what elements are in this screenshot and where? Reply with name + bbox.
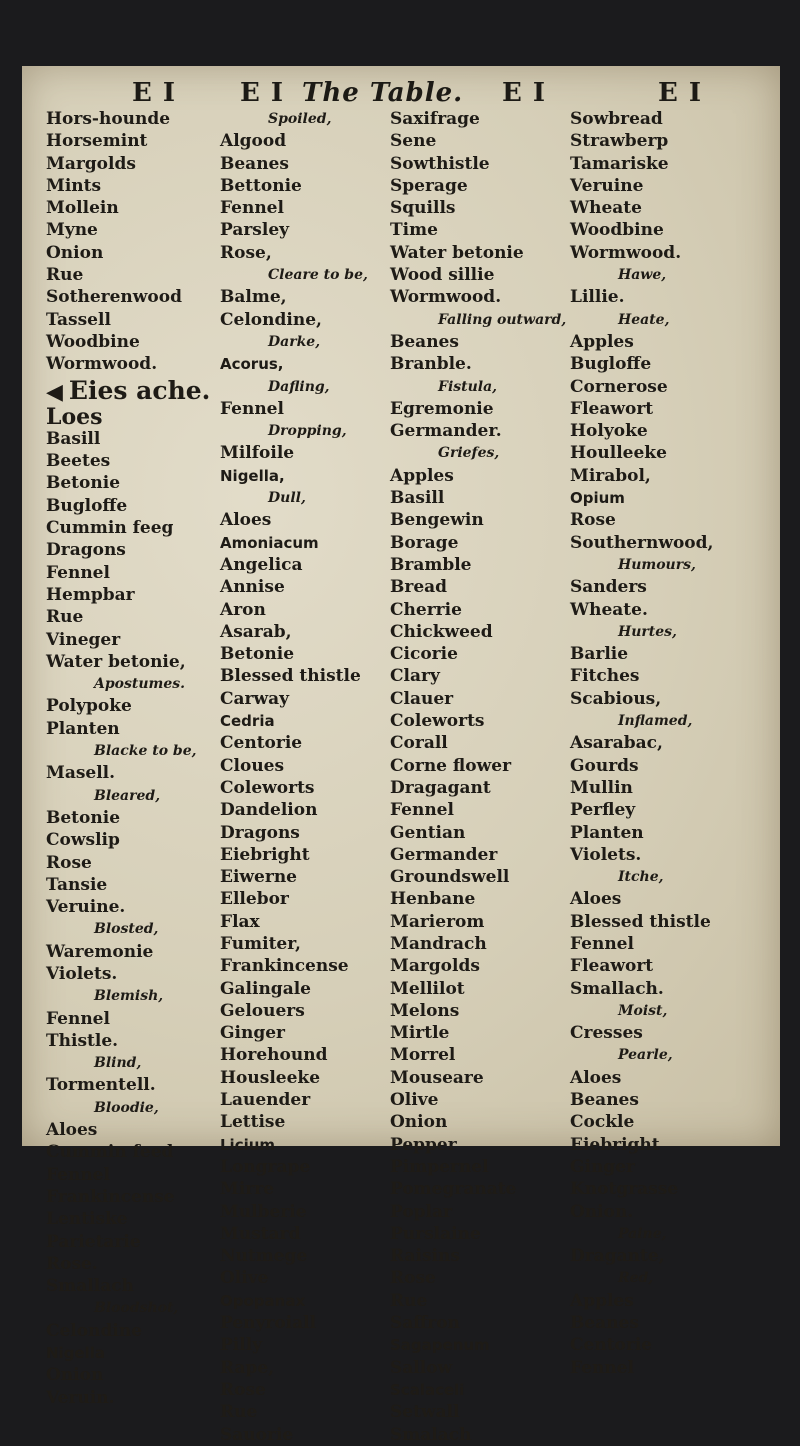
herb-entry: Pepper [390,1134,457,1155]
herb-entry: Tansie [46,874,108,895]
herb-entry: Cowslip [46,830,120,851]
herb-entry: Wormwood. [570,242,682,263]
herb-entry: Saxifrage [390,109,480,129]
herb-entry: Celondine [46,1320,143,1341]
section-heading: Spoiled, [268,111,332,127]
header-part: E I [240,78,285,108]
herb-entry: Henbane [390,889,476,910]
herb-entry: Fennel [390,800,454,821]
herb-entry: Clary [390,666,440,687]
herb-entry [46,376,232,406]
herb-entry: Time [390,220,438,241]
section-heading: Pearle, [618,1047,673,1064]
herb-entry: Veruin. [46,1387,115,1408]
herb-entry: Fennel [220,198,284,219]
herb-entry: Beanes [570,1090,639,1111]
herb-entry: Sowbread [570,109,663,129]
herb-entry: Fennel [570,933,634,954]
herb-entry: Aloes [46,1120,98,1141]
herb-entry: Parietarie [46,1231,141,1252]
herb-entry: Holyoke [570,421,648,442]
section-heading: Itche, [618,869,664,886]
column-2 [220,108,406,1446]
herb-entry: Angelica [220,554,303,575]
herb-entry: Mandrach [390,933,487,954]
herb-entry: Wormwood. [46,354,158,375]
herb-entry: Opium [570,489,625,508]
herb-entry: Rape, [220,1357,275,1378]
herb-entry: Mollein [46,198,119,219]
herb-entry: Veruine. [46,897,126,918]
herb-entry: Masell. [46,763,116,784]
herb-entry: Horehound [220,1045,328,1066]
section-heading: Blacke to be, [94,743,197,760]
herb-entry: Clauer [390,688,454,709]
herb-entry: Cicorie [390,644,458,665]
herb-entry: Bengewin [390,510,484,531]
herb-entry: Rose. [46,1253,98,1274]
herb-entry: Dandelion [220,800,318,821]
column-4 [570,108,756,1379]
herb-entry: Aron [220,599,266,620]
herb-entry: Southernwood, [570,532,714,553]
herb-entry: Water betonie [390,242,524,263]
herb-entry: Onion [46,1365,104,1386]
herb-entry: Fitches [570,666,640,687]
herb-entry: Nigella, [220,466,285,485]
herb-entry: Gentian [390,822,466,843]
herb-entry: Fleawort [570,398,654,419]
section-heading: Griefes, [438,445,500,462]
herb-entry: Beetes [46,451,111,472]
herb-entry: Smallach [46,1276,134,1297]
herb-entry: Violets. [46,963,118,984]
herb-entry: Horsemint [46,131,148,152]
herb-entry: Purslaine [390,1223,481,1244]
herb-entry: Beanes [390,331,459,352]
herb-entry: Bread [390,577,448,598]
herb-entry: Houlleeke [570,443,667,464]
section-heading: Hawe, [618,267,667,284]
herb-entry: Galingale [220,978,311,999]
herb-entry: Squills [390,198,456,219]
herb-entry: Eiwerne [220,867,297,888]
herb-entry: Centorie [570,1335,653,1356]
herb-entry: Lauender [220,1090,311,1111]
herb-entry: Setwall [390,1402,460,1423]
entry-text: Eies ache. [68,375,211,405]
herb-entry: Thistle. [46,1030,119,1051]
herb-entry: Tassell [46,309,111,330]
herb-entry: Waremonie [46,941,154,962]
herb-entry: Blessed thistle [220,666,361,687]
herb-entry: Gourds [570,755,639,776]
herb-entry: Melons [390,1000,460,1021]
herb-entry: Balme, [220,287,287,308]
herb-entry: Onion. [570,1201,634,1222]
herb-entry: Fennel [46,562,110,583]
section-heading: Paine, [618,1225,667,1242]
herb-entry: Eiebright [220,844,310,865]
herb-entry: Sallow [390,1357,453,1378]
section-heading: Falling outward, [438,311,567,328]
pilcrow-icon: ◀ [46,378,63,405]
herb-entry: Tormentell. [46,1075,156,1096]
herb-entry: Borage [390,532,459,553]
herb-entry: Lentiske [46,1209,128,1230]
herb-entry: Mouseare [390,1067,484,1088]
header-part: E I [132,78,177,108]
herb-entry: Sperage [390,175,468,196]
herb-entry: Penyroiall [220,1313,317,1334]
herb-entry: Pimpernel [390,1156,489,1177]
herb-entry: Loes [46,403,103,430]
herb-entry: Mulberie [220,1201,307,1222]
herb-entry: Bugloffe [46,495,128,516]
section-heading: Dull, [268,490,306,507]
herb-entry: Planten [46,718,120,739]
section-heading: Hurtes, [618,623,677,640]
herb-entry: Basill [46,428,101,449]
herb-entry: Ellebor [220,889,289,910]
herb-entry: Sene [390,131,437,152]
herb-entry: Lettise [220,1112,286,1133]
herb-entry: Fennel [570,1357,634,1378]
section-heading: Humours, [618,556,696,573]
herb-entry: Germander. [390,421,502,442]
herb-entry: Mirtle [390,1023,450,1044]
herb-entry: Chickweed [390,621,493,642]
herb-entry: Lillie. [570,287,625,308]
herb-entry: Coleworts [390,711,485,732]
herb-entry: Bettonie [220,175,302,196]
herb-entry: Licium [220,1135,276,1154]
herb-entry: Centorie [220,733,303,754]
herb-entry: Olive [220,1268,269,1289]
herb-entry: Beanes [220,153,289,174]
herb-entry: Betonie [220,644,295,665]
herb-entry: Opopanax [220,1291,306,1310]
section-heading: Moist, [618,1002,668,1019]
herb-entry: Woodbine [570,220,664,241]
herb-entry: Margolds [390,956,480,977]
herb-entry: Bramble [390,554,472,575]
herb-entry: Frankincense [220,956,349,977]
header-part: E I [658,78,703,108]
header-part: E I [502,78,547,108]
herb-entry: Pilly [220,1335,263,1356]
herb-entry: Cloues [220,755,285,776]
section-heading: Blosted, [94,921,159,938]
herb-entry: Onion [390,1112,448,1133]
herb-entry: Woodbine [46,331,140,352]
herb-entry: Rue [46,607,84,628]
herb-entry: Cornerose [570,376,668,397]
herb-entry: Marierom [390,911,485,932]
herb-entry: Aloes [570,1067,622,1088]
herb-entry: Wormwood. [390,287,502,308]
herb-entry: Mirre [220,1179,275,1200]
herb-entry: Sotherenwood [46,287,182,308]
section-heading: Cleare to be, [268,267,368,284]
herb-entry: Raisins [390,1246,460,1267]
herb-entry: Basill [390,488,445,509]
herb-entry: Sanders [570,577,647,598]
herb-entry: Knotgrasse [570,1179,679,1200]
herb-entry: Cummin feed [46,1142,174,1163]
section-heading: Inflamed, [618,713,693,730]
herb-entry: Dragons [46,540,126,561]
herb-entry: Fleawort [570,956,654,977]
herb-entry: Rose [220,1379,266,1400]
herb-entry: Rose [570,510,616,531]
herb-entry: Groundswell [390,867,510,888]
herb-entry: Celondine, [220,309,322,330]
herb-entry: Barlie [570,644,629,665]
herb-entry: Parsley [220,220,290,241]
herb-entry: Rose [46,852,92,873]
herb-entry: Rose, [220,242,272,263]
column-3 [390,108,576,1446]
herb-entry: Fennel [46,1008,110,1029]
herb-entry: Dragons [220,822,300,843]
herb-entry: Cedria [220,712,275,731]
herb-entry: Asarab, [220,621,292,642]
herb-entry: Wheate [570,198,642,219]
section-heading: Blind, [94,1055,142,1072]
section-heading: Bleared, [94,787,161,804]
herb-entry: Corall [390,733,448,754]
herb-entry: Perfley [570,800,636,821]
herb-entry: Wood sillie [390,265,495,286]
herb-entry: Olive [390,1090,439,1111]
running-header [22,74,780,110]
herb-entry: Sauorie [220,1424,294,1445]
herb-entry: Veruine [570,175,644,196]
herb-entry: Dragagant [390,777,491,798]
book-page [22,66,780,1445]
section-heading: Apostumes. [94,676,185,693]
column-1 [46,108,232,1409]
herb-entry: Fennel [220,398,284,419]
herb-entry: Hempbar [46,584,135,605]
herb-entry: Cockle [570,1112,635,1133]
herb-entry: Germander [390,844,498,865]
herb-entry: Morrel [390,1045,456,1066]
herb-entry: Hors-hounde [46,109,171,129]
herb-entry: Corne flower [390,755,512,776]
herb-entry: Flax [220,911,260,932]
herb-entry: Violets. [570,844,642,865]
header-title: The Table. [302,78,464,108]
herb-entry: Dragante, [570,1246,665,1267]
section-heading: Dafling, [268,378,330,395]
herb-entry: Ginger [570,1156,635,1177]
herb-entry: Water betonie, [46,651,186,672]
herb-entry: Aloes [220,510,272,531]
herb-entry: Coleworts [220,777,315,798]
herb-entry: Nutmege [220,1246,308,1267]
herb-entry: Egremonie [390,398,494,419]
herb-entry: Saffron [390,1313,460,1334]
herb-entry: Asarabac, [570,733,663,754]
herb-entry: Betonie [46,473,121,494]
section-heading: Fistula, [438,378,498,395]
herb-entry: Rue [220,1402,258,1423]
herb-entry: Sowthistle [390,153,490,174]
herb-entry: Cherrie [390,599,462,620]
herb-entry: Fumiter, [220,933,301,954]
herb-entry: Algood [220,131,287,152]
herb-entry: Longrape [220,1156,311,1177]
herb-entry: Aloes [570,889,622,910]
herb-entry: Rue [390,1290,428,1311]
herb-entry: Branble. [390,354,472,375]
section-heading: Darke, [268,333,321,350]
section-heading: Bloodie, [94,1099,159,1116]
section-heading: Red, [618,1270,654,1287]
herb-entry: Mirabol, [570,465,651,486]
herb-entry: Margolds [46,153,136,174]
herb-entry: Mullin [570,777,633,798]
herb-entry: Pomegranate [390,1179,517,1200]
herb-entry: Betonie [46,807,121,828]
section-heading: Blemish, [94,988,164,1005]
section-heading: Dropping, [268,423,347,440]
herb-entry: Apples [570,1290,634,1311]
herb-entry: Fennel [46,1164,110,1185]
herb-entry: Frankincense [46,1186,175,1207]
herb-entry: Polypoke [46,696,132,717]
herb-entry: Myne [46,220,98,241]
herb-entry: Blessed thistle [570,911,711,932]
section-heading: Heate, [618,311,670,328]
herb-entry: Poplar [390,1201,452,1222]
herb-entry: Rose [390,1268,436,1289]
herb-entry: Sagapenum [390,1336,490,1355]
herb-entry: Rue [46,265,84,286]
herb-entry: Mustard [220,1223,301,1244]
herb-entry: Beanes [570,1313,639,1334]
herb-entry: Tamariske [570,153,669,174]
herb-entry: Amoniacum [220,533,319,552]
herb-entry: Vineger [46,629,121,650]
herb-entry: Housleeke [220,1067,321,1088]
herb-entry: Mellilot [390,978,465,999]
herb-entry: Planten [570,822,644,843]
herb-entry: Smallach. [570,978,664,999]
herb-entry: Milfoile [220,443,295,464]
herb-entry: Apples [570,331,634,352]
herb-entry: Scalaceli [390,1380,465,1399]
herb-entry: Annise [220,577,285,598]
herb-entry: Scabious, [570,688,662,709]
herb-entry: Onion [46,242,104,263]
herb-entry: Nigella [46,1344,106,1363]
herb-entry: Bugloffe [570,354,652,375]
herb-entry: Eiebright [570,1134,660,1155]
herb-entry: Gelouers [220,1000,305,1021]
herb-entry: Wheate. [570,599,648,620]
herb-entry: Strawberp [570,131,669,152]
herb-entry: Carway [220,688,290,709]
herb-entry: Cresses [570,1023,643,1044]
herb-entry: Ginger [220,1023,285,1044]
herb-entry: Apples [390,465,454,486]
herb-entry: Smalach [390,1424,472,1445]
herb-entry: Cummin feeg [46,518,174,539]
herb-entry: Mints [46,175,102,196]
herb-entry: Acorus, [220,355,284,374]
section-heading: Bloodshot, [94,1300,179,1317]
